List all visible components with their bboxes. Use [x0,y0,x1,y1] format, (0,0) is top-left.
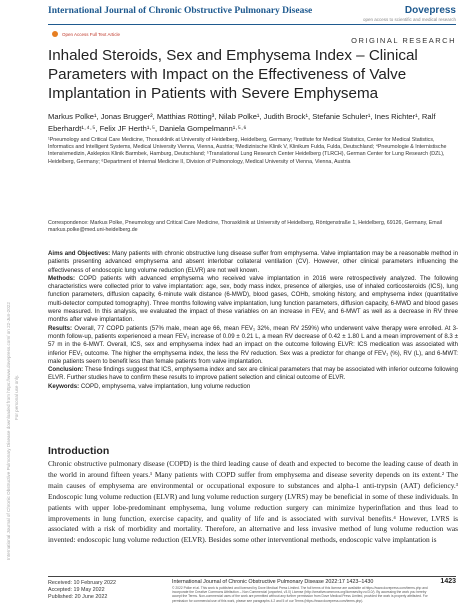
article-dates [48,580,116,600]
conclusion-text: These findings suggest that ICS, emphysema index and sex are clinical parameters that may be associated with inferior outcome following ELVR. Further studies have to confirm these results to improve patient selection and clinical outcome of ELVR. [48,366,458,382]
methods-text: COPD patients with advanced emphysema who received valve implantation in 2016 were retrospectively analyzed. The following characteristics were collected prior to valve implantation: age, sex, body mass index, presence of allergies, use of inhaled corticosteroids (ICS), lung function parameters, diffusion capacity, 6-minute walk distance (6-MWD), blood gases, COHb, smoking history, and emphysema index (quantitative multi-detector computed tomography). Three months following valve implantation, lung function parameters, diffusion capacity, 6-MWD and blood gases were measured. In this analysis, we evaluated the impact of these variables on an increase in FEV₁ and 6-MWT as well as a decrease in RV three months after valve implantation. [48,274,458,324]
introduction-heading: Introduction [48,445,110,457]
results-text: Overall, 77 COPD patients (57% male, mean age 66, mean FEV₁ 32%, mean RV 259%) who underwent valve therapy were enrolled. At 3-month follow-up, patients experienced a mean FEV₁ increase of 0.09 ± 0.21 L, a mean RV decrease of 0.42 ± 1.80 L and a mean improvement of 8.3 ± 57 m in the 6-MWT. Overall, ICS, sex and emphysema index had an impact on the outcome following ELVR: ICS medication was associated with inferior FEV₁ outcome. The higher the emphysema index, the less the RV reduction. Sex was a predictor for change of FEV₁ (%), RV (L), and 6-MWT: male patients seem to benefit less than female patients from valve implantation. [48,324,459,365]
open-access-label: Open Access Full Text Article [62,32,120,37]
abstract [48,250,458,391]
publisher-tagline: open access to scientific and medical research [362,17,456,22]
correspondence[interactable]: Correspondence: Markus Polke, Pneumology and Critical Care Medicine, Thoraxklinik at University of Heidelberg, Röntgenstraße 1, Heidelberg, 69126, Germany, Email markus.polke@med.uni-heidelberg.de [48,220,443,234]
received-date: Received: 10 February 2022 [48,580,117,586]
footer-rule [48,576,456,577]
article-title: Inhaled Steroids, Sex and Emphysema Index – Clinical Parameters with Impact on the Effectiveness of Valve Implantation in Patients with Severe Emphysema [48,47,418,102]
page-number: 1423 [440,578,456,585]
article-type: ORIGINAL RESEARCH [351,36,456,45]
publisher-logo[interactable]: Dovepress [404,5,456,16]
journal-citation: International Journal of Chronic Obstructive Pulmonary Disease 2022:17 1423–1430 [172,579,374,585]
published-date: Published: 20 June 2022 [48,593,108,600]
download-sidebar [0,60,40,580]
aims-label: Aims and Objectives: [48,250,111,257]
conclusion-label: Conclusion: [48,366,84,374]
methods-label: Methods: [48,274,76,282]
aims-text: Many patients with chronic obstructive lung disease suffer from emphysema. Valve implantation may be a reasonable method in patients presenting advanced emphysema and absent interlobar collateral ventilation (CV). However, other clinical parameters influencing the effectiveness of endoscopic lung volume reduction (ELVR) are not well known. [48,250,458,274]
introduction-text: Chronic obstructive pulmonary disease (COPD) is the third leading cause of death and expected to become the leading cause of death in the world in around fifteen years.¹ Many patients with COPD suffer from emphysema and disease severity depends on its extent.² The main causes of emphysema are environmental or occupational exposure to substances and alpha-1 anti-trypsin (AAT) deficiency.³ Endoscopic lung volume reduction (ELVR) and lung volume reduction surgery (LVRS) may be beneficial in some of these individuals. In patients with upper lobe-predominant emphysema, lung volume reduction surgery can minimize hyperinflation and thus lead to improvements in lung function, exercise capacity, and quality of life and is associated with survival benefits.⁴ However, LVRS is associated with a risk of morbidity and mortality. Therefore, an alternative and less invasive method of lung volume reduction was invented: endoscopic lung volume reduction (ELVR). Besides some other interventional methods, endoscopic valve implantation is [48,459,458,545]
accepted-date: Accepted: 19 May 2022 [48,586,105,593]
sidebar-download-note: International Journal of Chronic Obstructive Pulmonary Disease downloaded from https://www.dovepress.com/ on 22-Jun-2022 [6,302,11,560]
results-label: Results: [48,324,73,332]
open-access-icon [52,31,58,37]
license-text: © 2022 Polke et al. This work is published and licensed by Dove Medical Press Limited. The full terms of this license are available at https://www.dovepress.com/terms.php and incorporate the Creative Commons Attribution – Non Commercial (unported, v3.0) License (http://creativecommons.org/licenses/by-nc/3.0/). By accessing the work you hereby accept the Terms. Non-commercial uses of the work are permitted without any further permission from Dove Medical Press Limited, provided the work is properly attributed. For permission for commercial use of this work, please see paragraphs 4.2 and 5 of our Terms (https://www.dovepress.com/terms.php). [172,586,428,603]
journal-name[interactable]: International Journal of Chronic Obstructive Pulmonary Disease [48,6,313,16]
header-rule [48,24,456,25]
sidebar-personal-use: For personal use only. [14,374,19,420]
affiliations: ¹Pneumology and Critical Care Medicine, Thoraxklinik at University of Heidelberg, Heidelberg, Germany; ²Institute for Medical Statistics, Center for Medical Statistics, Informatics and Intelligent Systems, Medical University Vienna, Vienna, Austria; ³Medizinische Klinik V, Klinikum Fulda, Fulda, Deutschland; ⁴Pneumologie & Internistische Intensivmedizin, Asklepios Klinik Barmbek, Hamburg, Deutschland; ⁵Translational Lung Research Center Heidelberg (TLRCH), German Center for Lung Research (DZL), Heidelberg, Germany; ⁶Department of Internal Medicine II, Division of Pulmonology, Medical University of Vienna, Vienna, Austria [48,137,447,165]
keywords-text: COPD, emphysema, valve implantation, lung volume reduction [80,382,251,390]
author-list: Markus Polke¹, Jonas Brugger², Matthias Rötting³, Nilab Polke¹, Judith Brock¹, Stefanie Schuler¹, Ines Richter¹, Ralf Eberhardt¹·⁴·⁵, Felix JF Herth¹·⁵, Daniela Gompelmann¹·⁵·⁶ [48,112,436,133]
keywords-label: Keywords: [48,382,80,390]
